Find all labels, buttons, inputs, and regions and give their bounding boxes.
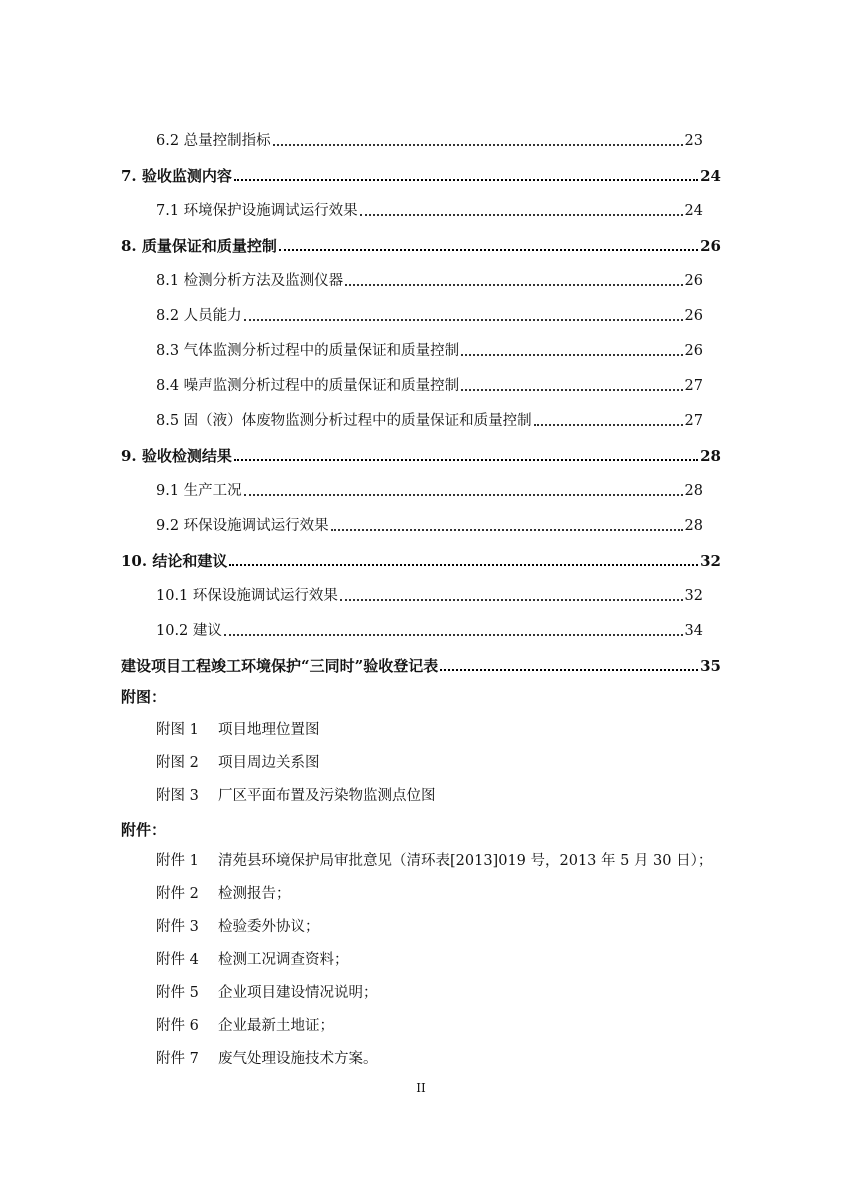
figure-id: 附图 3 xyxy=(156,788,199,804)
toc-entry-label: 8.5 固（液）体废物监测分析过程中的质量保证和质量控制 xyxy=(156,413,532,429)
toc-entry[interactable] xyxy=(0,231,721,255)
toc-entry[interactable] xyxy=(0,336,703,360)
toc-entry[interactable] xyxy=(0,616,703,640)
figure-item xyxy=(156,786,436,806)
toc-entry[interactable] xyxy=(0,406,703,430)
attachment-item xyxy=(156,851,712,871)
figure-title: 项目周边关系图 xyxy=(218,755,320,771)
toc-dot-leader xyxy=(229,564,698,566)
toc-entry-page: 32 xyxy=(684,588,703,604)
toc-entry-label: 建设项目工程竣工环境保护“三同时”验收登记表 xyxy=(121,657,439,675)
toc-entry-page: 27 xyxy=(684,378,703,394)
toc-entry-page: 28 xyxy=(684,518,703,534)
toc-entry-label: 9.1 生产工况 xyxy=(156,483,242,499)
attachment-item xyxy=(156,1016,334,1036)
figure-id: 附图 1 xyxy=(156,722,199,738)
toc-entry-label: 10.1 环保设施调试运行效果 xyxy=(156,588,338,604)
attachment-title: 废气处理设施技术方案。 xyxy=(218,1051,378,1067)
toc-entry[interactable] xyxy=(0,511,703,535)
toc-entry-label: 8. 质量保证和质量控制 xyxy=(121,237,277,255)
toc-entry-page: 23 xyxy=(684,133,703,149)
toc-entry-label: 8.2 人员能力 xyxy=(156,308,242,324)
figure-item xyxy=(156,720,320,740)
toc-dot-leader xyxy=(279,249,698,251)
attachment-item xyxy=(156,917,320,937)
toc-dot-leader xyxy=(273,144,683,146)
toc-entry-label: 8.3 气体监测分析过程中的质量保证和质量控制 xyxy=(156,343,460,359)
toc-dot-leader xyxy=(340,599,683,601)
attachment-title: 清苑县环境保护局审批意见（清环表[2013]019 号，2013 年 5 月 30 日）； xyxy=(218,853,713,869)
toc-entry-page: 28 xyxy=(684,483,703,499)
toc-dot-leader xyxy=(234,179,698,181)
toc-entry[interactable] xyxy=(0,476,703,500)
toc-entry-label: 8.1 检测分析方法及监测仪器 xyxy=(156,273,344,289)
attachment-id: 附件 6 xyxy=(156,1018,199,1034)
toc-entry-page: 26 xyxy=(684,343,703,359)
toc-entry[interactable] xyxy=(0,196,703,220)
toc-dot-leader xyxy=(461,354,682,356)
toc-dot-leader xyxy=(534,424,683,426)
toc-entry-page: 26 xyxy=(700,237,721,255)
toc-dot-leader xyxy=(345,284,682,286)
figure-id: 附图 2 xyxy=(156,755,199,771)
toc-entry-page: 26 xyxy=(684,273,703,289)
attachment-item xyxy=(156,1049,378,1069)
toc-entry-page: 27 xyxy=(684,413,703,429)
toc-entry-label: 9.2 环保设施调试运行效果 xyxy=(156,518,329,534)
attachment-title: 企业项目建设情况说明； xyxy=(218,985,378,1001)
toc-entry-label: 10.2 建议 xyxy=(156,623,222,639)
toc-dot-leader xyxy=(440,669,698,671)
attachment-id: 附件 4 xyxy=(156,952,199,968)
figure-title: 项目地理位置图 xyxy=(218,722,320,738)
toc-entry-page: 35 xyxy=(700,657,721,675)
toc-entry[interactable] xyxy=(0,161,721,185)
toc-entry-label: 7. 验收监测内容 xyxy=(121,167,232,185)
toc-dot-leader xyxy=(244,494,683,496)
toc-entry[interactable] xyxy=(0,301,703,325)
toc-dot-leader xyxy=(244,319,683,321)
figures-heading: 附图： xyxy=(121,688,167,706)
toc-entry-label: 8.4 噪声监测分析过程中的质量保证和质量控制 xyxy=(156,378,460,394)
toc-entry[interactable] xyxy=(0,441,721,465)
toc-entry-page: 24 xyxy=(700,167,721,185)
attachment-id: 附件 1 xyxy=(156,853,199,869)
attachment-item xyxy=(156,884,291,904)
figure-item xyxy=(156,753,320,773)
attachment-item xyxy=(156,983,378,1003)
attachment-title: 检测报告； xyxy=(218,886,291,902)
toc-entry-label: 10. 结论和建议 xyxy=(121,552,228,570)
toc-entry-page: 26 xyxy=(684,308,703,324)
attachment-id: 附件 2 xyxy=(156,886,199,902)
toc-dot-leader xyxy=(461,389,682,391)
toc-entry-page: 32 xyxy=(700,552,721,570)
toc-entry[interactable] xyxy=(0,266,703,290)
attachments-heading: 附件： xyxy=(121,821,167,839)
toc-entry-label: 6.2 总量控制指标 xyxy=(156,133,271,149)
toc-dot-leader xyxy=(360,214,683,216)
toc-entry[interactable] xyxy=(0,371,703,395)
attachment-item xyxy=(156,950,349,970)
attachment-id: 附件 7 xyxy=(156,1051,199,1067)
toc-entry-page: 28 xyxy=(700,447,721,465)
attachment-title: 检测工况调查资料； xyxy=(218,952,349,968)
toc-entry[interactable] xyxy=(0,126,703,150)
toc-entry-page: 24 xyxy=(684,203,703,219)
toc-entry[interactable] xyxy=(0,651,721,675)
page-number: II xyxy=(416,1081,426,1095)
toc-dot-leader xyxy=(331,529,683,531)
figure-title: 厂区平面布置及污染物监测点位图 xyxy=(218,788,436,804)
toc-entry[interactable] xyxy=(0,581,703,605)
attachment-id: 附件 3 xyxy=(156,919,199,935)
toc-dot-leader xyxy=(234,459,698,461)
attachment-title: 检验委外协议； xyxy=(218,919,320,935)
attachment-id: 附件 5 xyxy=(156,985,199,1001)
toc-dot-leader xyxy=(224,634,683,636)
toc-entry-page: 34 xyxy=(684,623,703,639)
toc-entry-label: 9. 验收检测结果 xyxy=(121,447,232,465)
attachment-title: 企业最新土地证； xyxy=(218,1018,334,1034)
toc-entry-label: 7.1 环境保护设施调试运行效果 xyxy=(156,203,358,219)
toc-entry[interactable] xyxy=(0,546,721,570)
